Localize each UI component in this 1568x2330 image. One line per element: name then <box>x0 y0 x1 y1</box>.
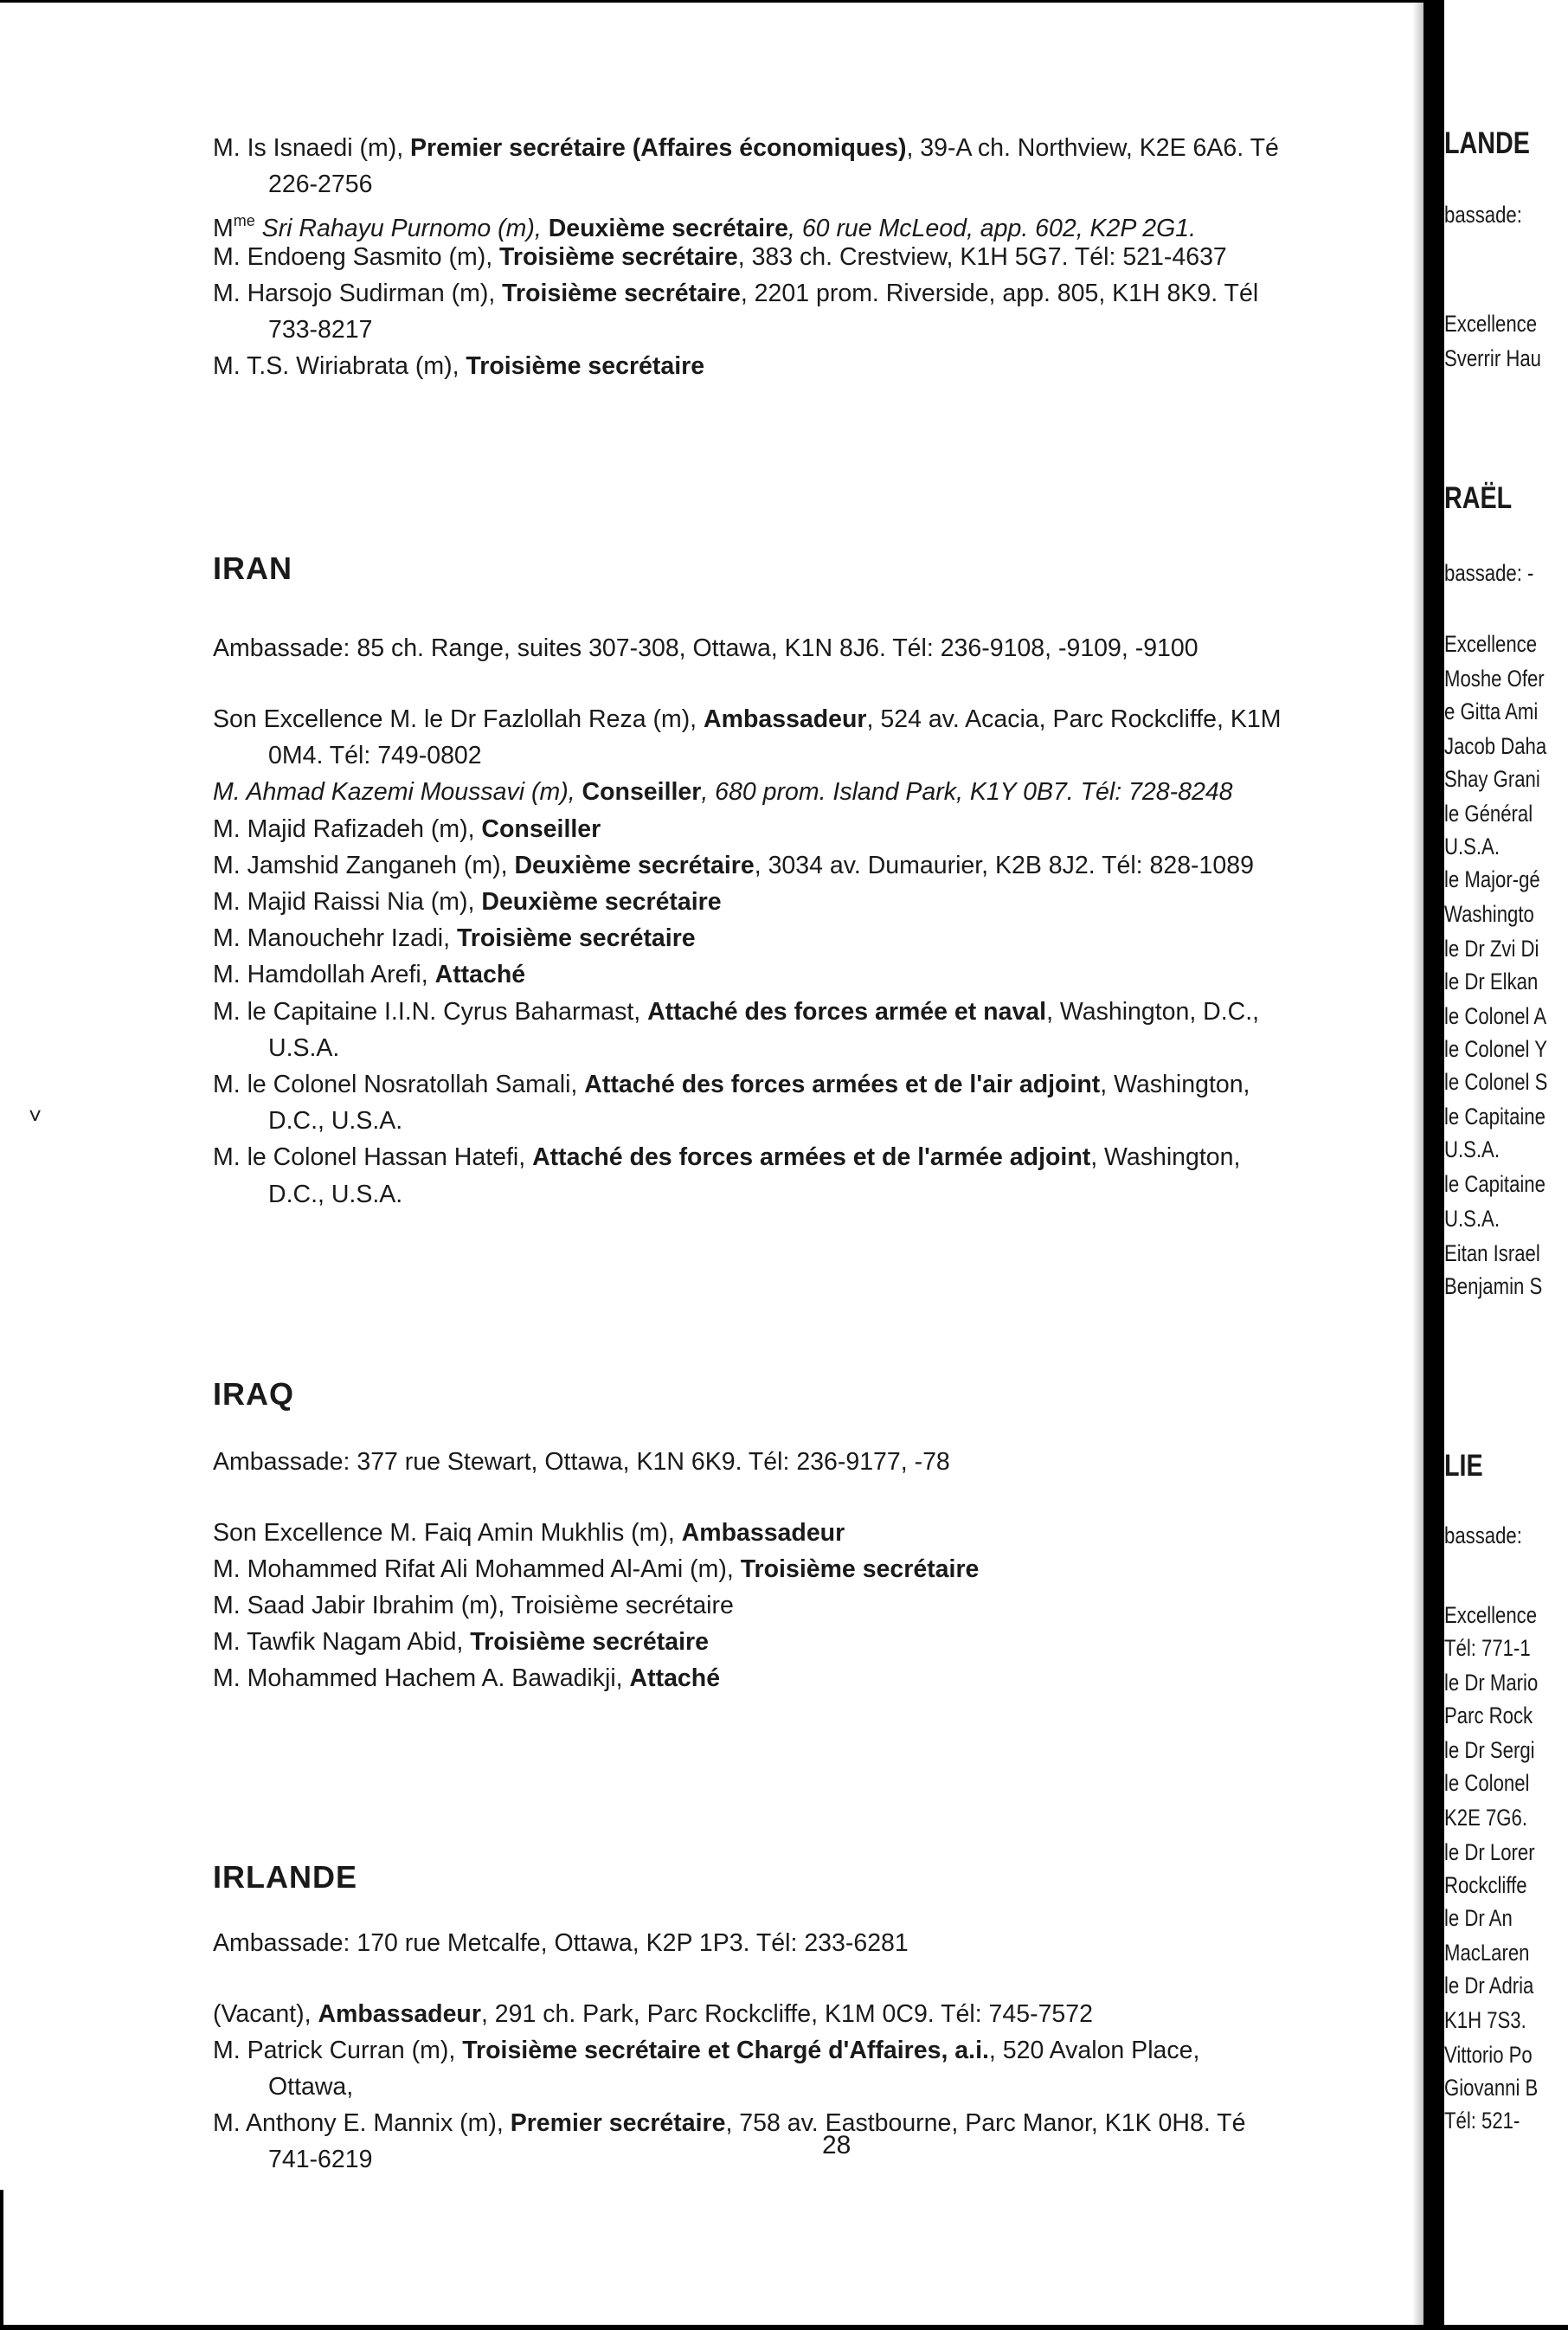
facing-page-line: Rockcliffe <box>1444 1872 1527 1898</box>
staff-entry-continuation <box>213 2069 353 2105</box>
facing-page-line: Shay Grani <box>1444 766 1540 792</box>
entry-text: Deuxième secrétaire <box>514 851 755 879</box>
facing-page-line: e Gitta Ami <box>1444 698 1539 724</box>
facing-page-line: le Dr Adria <box>1444 1973 1534 1999</box>
staff-entry-continuation <box>213 1176 402 1213</box>
entry-text: , Washington, <box>1100 1071 1250 1098</box>
entry-text: M. Hamdollah Arefi, <box>213 961 435 989</box>
facing-page-line: Jacob Daha <box>1444 733 1547 759</box>
facing-page-line: le Colonel A <box>1444 1003 1547 1029</box>
staff-entry <box>213 1066 1250 1103</box>
entry-text: Attaché <box>629 1664 721 1692</box>
spine-shadow <box>1412 0 1424 2330</box>
staff-entry <box>213 348 704 384</box>
entry-text: , 524 av. Acacia, Parc Rockcliffe, K1M <box>866 705 1282 733</box>
facing-page-line: U.S.A. <box>1444 834 1500 859</box>
entry-text: M. le Colonel Nosratollah Samali, <box>213 1071 585 1098</box>
entry-text: Troisième secrétaire <box>502 280 741 307</box>
staff-entry <box>213 884 722 920</box>
entry-text: Son Excellence M. le Dr Fazlollah Reza (m), <box>213 705 704 733</box>
entry-text: Ambassadeur <box>704 705 867 733</box>
facing-page-line: Washingto <box>1444 901 1534 927</box>
entry-text: , 520 Avalon Place, <box>988 2037 1200 2064</box>
staff-entry-continuation <box>213 1030 339 1066</box>
staff-entry <box>213 774 1233 810</box>
entry-text: Premier secrétaire (Affaires économiques) <box>410 134 907 162</box>
entry-text: 0M4. Tél: 749-0802 <box>268 742 482 770</box>
page-bottom-edge <box>0 2325 1568 2330</box>
staff-entry <box>213 994 1259 1030</box>
facing-page-line: Parc Rock <box>1444 1702 1533 1728</box>
facing-page-line: bassade: <box>1444 202 1522 228</box>
staff-entry <box>213 1551 979 1587</box>
entry-text: U.S.A. <box>268 1033 340 1062</box>
section-heading-irlande: IRLANDE <box>213 1859 357 1895</box>
facing-page-line: Giovanni B <box>1444 2075 1539 2101</box>
section-heading-iran: IRAN <box>213 550 292 586</box>
entry-text: Ambassadeur <box>318 2000 481 2028</box>
facing-page-line: Tél: 521- <box>1444 2108 1520 2134</box>
entry-text: Deuxième secrétaire <box>548 215 788 242</box>
entry-text: Conseiller <box>582 778 702 807</box>
page-number: 28 <box>822 2131 851 2159</box>
staff-entry <box>213 1139 1240 1175</box>
staff-entry <box>213 811 601 847</box>
staff-entry <box>213 1624 709 1660</box>
facing-page-line: Sverrir Hau <box>1444 345 1541 371</box>
staff-entry <box>213 1587 734 1624</box>
entry-text: , 758 av. Eastbourne, Parc Manor, K1K 0H8. Té <box>725 2109 1246 2137</box>
page-left-edge <box>0 2190 3 2330</box>
staff-entry <box>213 956 525 993</box>
staff-entry <box>213 701 1281 737</box>
entry-text: M. Ahmad Kazemi Moussavi (m), <box>213 778 582 807</box>
staff-entry <box>213 920 696 956</box>
facing-page-line: le Colonel S <box>1444 1069 1548 1095</box>
irlande-embassy-address: Ambassade: 170 rue Metcalfe, Ottawa, K2P 1P3. Tél: 233-6281 <box>213 1929 909 1957</box>
facing-page-line: Excellence <box>1444 1602 1538 1628</box>
entry-text: , 383 ch. Crestview, K1H 5G7. Tél: 521-4637 <box>737 243 1227 271</box>
entry-text: Ambassadeur <box>681 1519 845 1547</box>
staff-entry <box>213 1996 1093 2032</box>
staff-entry <box>213 1515 845 1551</box>
entry-text: Conseiller <box>481 814 601 843</box>
staff-entry <box>213 847 1254 884</box>
entry-text: M. Majid Raissi Nia (m), <box>213 888 482 916</box>
entry-text: M. Mohammed Rifat Ali Mohammed Al-Ami (m), <box>213 1555 741 1583</box>
entry-text: M <box>213 215 234 242</box>
facing-page-line: bassade: <box>1444 1522 1522 1548</box>
facing-page-line: Moshe Ofer <box>1444 666 1545 692</box>
facing-page-line: K2E 7G6. <box>1444 1805 1528 1831</box>
entry-text: Son Excellence M. Faiq Amin Mukhlis (m), <box>213 1519 682 1547</box>
facing-page-line: Vittorio Po <box>1444 2042 1533 2068</box>
facing-page-line: Eitan Israel <box>1444 1240 1540 1266</box>
facing-page-line: le Major-gé <box>1444 866 1540 892</box>
entry-text: D.C., U.S.A. <box>268 1180 403 1208</box>
entry-text: , 39-A ch. Northview, K2E 6A6. Té <box>906 134 1279 162</box>
facing-page-line: bassade: - <box>1444 560 1534 586</box>
section-heading-iraq: IRAQ <box>213 1376 294 1412</box>
staff-entry <box>213 2032 1199 2069</box>
staff-entry <box>213 2105 1245 2141</box>
staff-entry <box>213 239 1227 275</box>
stray-mark: ˅ <box>29 1103 42 1129</box>
facing-page-line: le Colonel Y <box>1444 1036 1547 1062</box>
facing-page-line: Benjamin S <box>1444 1273 1543 1299</box>
entry-text: Troisième secrétaire <box>470 1628 709 1656</box>
facing-page-line: le Dr Zvi Di <box>1444 936 1539 962</box>
entry-text: Premier secrétaire <box>510 2109 726 2137</box>
entry-text: Ottawa, <box>268 2073 354 2101</box>
entry-text: M. Harsojo Sudirman (m), <box>213 280 503 307</box>
entry-text: M. Tawfik Nagam Abid, <box>213 1628 471 1656</box>
entry-text: Troisième secrétaire <box>499 243 738 271</box>
facing-page-fragment <box>1444 0 1568 2330</box>
staff-entry-continuation <box>213 1103 402 1139</box>
facing-page-line: K1H 7S3. <box>1444 2007 1526 2033</box>
entry-text: M. Majid Rafizadeh (m), <box>213 814 482 843</box>
entry-text: (Vacant), <box>213 2000 318 2028</box>
facing-page-line: le Dr An <box>1444 1905 1513 1931</box>
entry-text: Attaché <box>434 961 526 989</box>
staff-entry-continuation <box>213 737 482 774</box>
staff-entry-continuation <box>213 2141 372 2178</box>
entry-text: 741-6219 <box>268 2146 373 2173</box>
facing-page-line: le Dr Elkan <box>1444 969 1539 994</box>
entry-text: M. le Colonel Hassan Hatefi, <box>213 1143 533 1172</box>
facing-page-heading: LIE <box>1444 1449 1483 1483</box>
entry-text: M. Mohammed Hachem A. Bawadikji, <box>213 1664 630 1692</box>
facing-page-line: le Capitaine <box>1444 1104 1546 1130</box>
facing-page-line: le Général <box>1444 801 1533 827</box>
entry-text: , 291 ch. Park, Parc Rockcliffe, K1M 0C9. Tél: 745-7572 <box>480 2000 1093 2028</box>
facing-page-line: le Dr Mario <box>1444 1670 1539 1696</box>
entry-text: M. le Capitaine I.I.N. Cyrus Baharmast, <box>213 997 648 1026</box>
entry-text: M. Saad Jabir Ibrahim (m), Troisième secrétaire <box>213 1592 734 1619</box>
entry-text: M. Endoeng Sasmito (m), <box>213 243 500 271</box>
entry-text: , 60 rue McLeod, app. 602, K2P 2G1. <box>787 215 1197 242</box>
entry-text: 226-2756 <box>268 171 373 198</box>
entry-text: Troisième secrétaire <box>740 1555 980 1583</box>
entry-text: me <box>233 212 255 229</box>
facing-page-line: le Capitaine <box>1444 1171 1546 1197</box>
entry-text: Attaché des forces armées et de l'armée adjoint <box>532 1143 1091 1172</box>
facing-page-line: Excellence <box>1444 311 1538 337</box>
entry-text: Attaché des forces armée et naval <box>647 997 1047 1026</box>
facing-page-heading: LANDE <box>1444 126 1530 160</box>
facing-page-line: U.S.A. <box>1444 1206 1500 1232</box>
entry-text: Attaché des forces armées et de l'air adjoint <box>584 1071 1101 1098</box>
facing-page-heading: RAËL <box>1444 481 1513 515</box>
entry-text: Troisième secrétaire <box>466 352 705 380</box>
staff-entry <box>213 130 1279 166</box>
facing-page-line: le Colonel <box>1444 1770 1530 1796</box>
entry-text: , 680 prom. Island Park, K1Y 0B7. Tél: 728-8248 <box>701 778 1233 807</box>
facing-page-line: U.S.A. <box>1444 1136 1500 1162</box>
entry-text: , 2201 prom. Riverside, app. 805, K1H 8K9. Tél <box>740 280 1259 307</box>
facing-page-line: MacLaren <box>1444 1940 1530 1966</box>
entry-text: 733-8217 <box>268 316 373 344</box>
book-binding <box>1423 0 1444 2330</box>
entry-text: M. Jamshid Zanganeh (m), <box>213 851 515 879</box>
entry-text: , Washington, <box>1090 1143 1241 1172</box>
staff-entry <box>213 1660 720 1696</box>
facing-page-line: le Dr Sergi <box>1444 1737 1535 1763</box>
iraq-embassy-address: Ambassade: 377 rue Stewart, Ottawa, K1N 6K9. Tél: 236-9177, -78 <box>213 1448 950 1476</box>
staff-entry-continuation <box>213 312 372 348</box>
facing-page-line: le Dr Lorer <box>1444 1839 1535 1865</box>
facing-page-line: Tél: 771-1 <box>1444 1635 1531 1661</box>
entry-text: Sri Rahayu Purnomo (m), <box>254 215 549 242</box>
entry-text: Troisième secrétaire et Chargé d'Affaires, a.i. <box>462 2037 989 2064</box>
entry-text: , Washington, D.C., <box>1046 997 1260 1026</box>
entry-text: D.C., U.S.A. <box>268 1107 403 1136</box>
page-top-rule <box>0 0 1428 3</box>
staff-entry <box>213 275 1258 312</box>
entry-text: M. Is Isnaedi (m), <box>213 134 411 162</box>
entry-text: M. Manouchehr Izadi, <box>213 924 457 953</box>
entry-text: M. Anthony E. Mannix (m), <box>213 2109 511 2137</box>
entry-text: Deuxième secrétaire <box>481 888 722 916</box>
facing-page-line: Excellence <box>1444 631 1538 657</box>
iran-embassy-address: Ambassade: 85 ch. Range, suites 307-308, Ottawa, K1N 8J6. Tél: 236-9108, -9109, -9100 <box>213 634 1198 662</box>
entry-text: , 3034 av. Dumaurier, K2B 8J2. Tél: 828-1089 <box>754 851 1254 879</box>
entry-text: M. Patrick Curran (m), <box>213 2037 463 2064</box>
entry-text: M. T.S. Wiriabrata (m), <box>213 352 466 380</box>
entry-text: Troisième secrétaire <box>456 924 696 953</box>
staff-entry-continuation <box>213 166 372 203</box>
